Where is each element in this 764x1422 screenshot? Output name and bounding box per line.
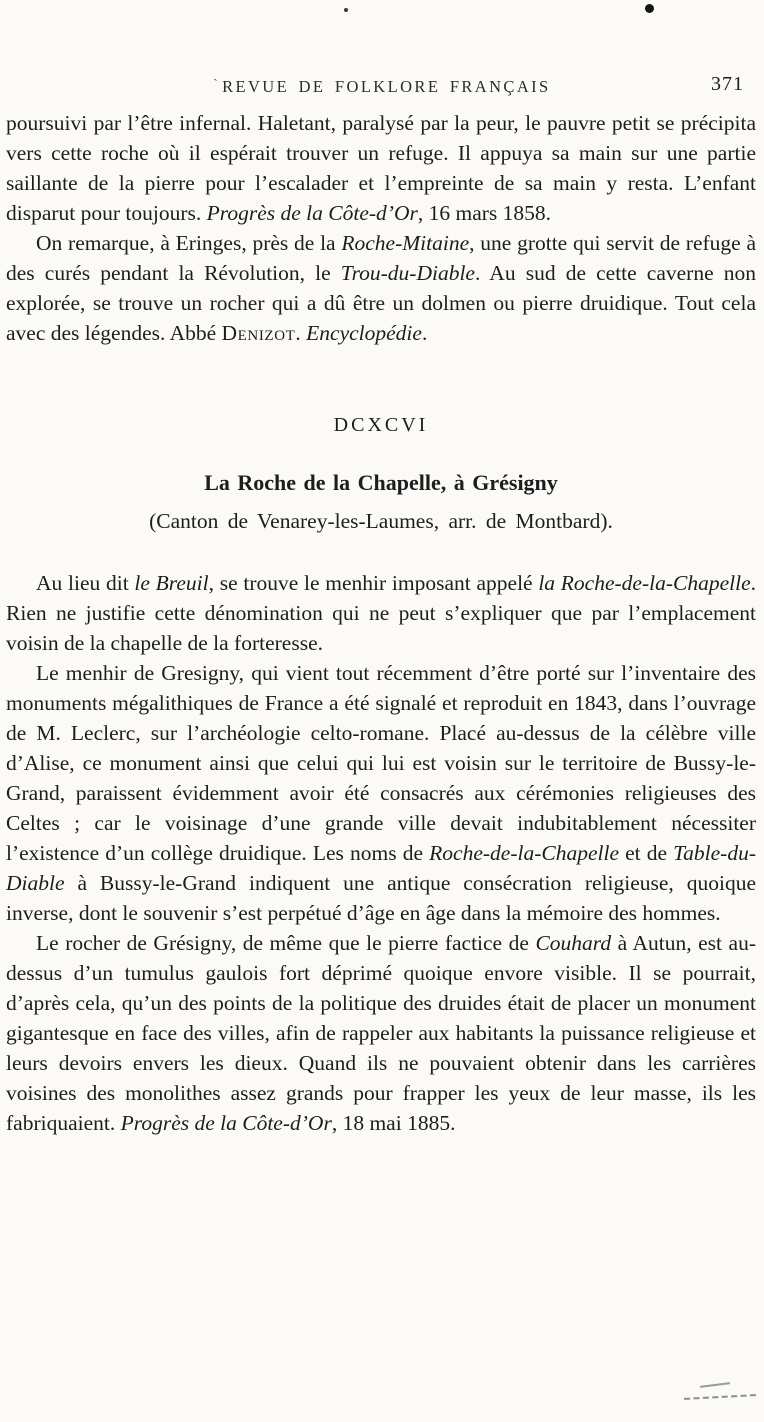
paragraph: [6, 928, 756, 1138]
text-run: et de: [619, 841, 674, 865]
scan-artifact-dot-small: [344, 8, 348, 12]
italic-run: Roche-de-la-Chapelle: [429, 841, 619, 865]
section-number: DCXCVI: [333, 414, 429, 436]
text-run: .: [295, 321, 307, 345]
journal-title: [213, 77, 550, 96]
italic-run: Table-du-Diable: [6, 841, 756, 895]
scan-artifact-dot-large: [645, 4, 654, 13]
pencil-stroke: [700, 1382, 730, 1388]
paragraph: [6, 658, 756, 928]
smallcaps-run: Denizot: [221, 321, 296, 345]
text-run: à Autun, est au-dessus d’un tumulus gaulois fort déprimé quoique envore visible. Il se pourrait, d’après cela, qu’un des points de la politique des druides était de placer un monument gigantesque en face des villes, afin de rappeler aux habitants la puissance religieuse et leurs devoirs envers les dieux. Quand ils ne pouvaient obtenir dans les carrières voisines des monolithes assez grands pour frapper les yeux de leur masse, ils les fabriquaient.: [6, 931, 756, 1135]
section-subtitle: (Canton de Venarey-les-Laumes, arr. de Montbard).: [149, 509, 613, 533]
paragraph: [6, 108, 756, 228]
italic-run: Couhard: [535, 931, 612, 955]
text-run: Le menhir de Gresigny, qui vient tout récemment d’être porté sur l’inventaire des monuments mégalithiques de France a été signalé et reproduit en 1843, dans l’ouvrage de M. Leclerc, sur l’archéologie celto-romane. Placé au-dessus de la célèbre ville d’Alise, ce monument ainsi que celui qui lui est voisin sur le territoire de Bussy-le-Grand, paraissent évidemment avoir été consacrés aux cérémonies religieuses des Celtes ; car le voisinage d’une grande ville devait indubitablement nécessiter l’existence d’un collège druidique. Les noms de: [6, 661, 756, 865]
italic-run: le Breuil: [134, 571, 209, 595]
journal-title-text: REVUE DE FOLKLORE FRANÇAIS: [222, 77, 551, 96]
text-run: , 18 mai 1885.: [331, 1111, 456, 1135]
italic-run: Encyclopédie: [306, 321, 422, 345]
text-run: . Rien ne justifie cette dénomination qui ne peut s’expliquer que par l’emplacement voisin de la chapelle de la forteresse.: [6, 571, 756, 655]
section-title: La Roche de la Chapelle, à Grésigny: [204, 470, 558, 495]
text-run: à Bussy-le-Grand indiquent une antique consécration religieuse, quoique inverse, dont le souvenir s’est perpétué d’âge en âge dans la mémoire des hommes.: [6, 871, 756, 925]
text-run: Au lieu dit: [36, 571, 135, 595]
paragraph: [6, 568, 756, 658]
text-run: On remarque, à Eringes, près de la: [36, 231, 342, 255]
scan-artifact-pencil-marks: [678, 1382, 758, 1406]
page-body: [6, 108, 756, 1138]
text-run: , 16 mars 1858.: [417, 201, 552, 225]
pencil-stroke: [684, 1394, 756, 1400]
italic-run: Progrès de la Côte-d’Or: [120, 1111, 332, 1135]
italic-run: Trou-du-Diable: [340, 261, 475, 285]
page-header: [0, 73, 764, 102]
text-run: , une grotte qui servit de refuge à des curés pendant la Révolution, le: [6, 231, 757, 285]
italic-run: la Roche-de-la-Chapelle: [538, 571, 751, 595]
text-run: Le rocher de Grésigny, de même que le pierre factice de: [36, 931, 536, 955]
page-number: 371: [711, 73, 744, 95]
text-run: poursuivi par l’être infernal. Haletant, paralysé par la peur, le pauvre petit se précipita vers cette roche où il espérait trouver un refuge. Il appuya sa main sur une partie saillante de la pierre pour l’escalader et l’empreinte de sa main y resta. L’enfant disparut pour toujours.: [6, 111, 756, 225]
scan-tick-mark: `: [213, 76, 221, 91]
text-run: .: [421, 321, 428, 345]
italic-run: Progrès de la Côte-d’Or: [206, 201, 418, 225]
italic-run: Roche-Mitaine: [341, 231, 470, 255]
text-run: . Au sud de cette caverne non explorée, se trouve un rocher qui a dû être un dolmen ou pierre druidique. Tout cela avec des légendes. Abbé: [6, 261, 757, 345]
text-run: , se trouve le menhir imposant appelé: [208, 571, 539, 595]
paragraph: [6, 228, 756, 348]
